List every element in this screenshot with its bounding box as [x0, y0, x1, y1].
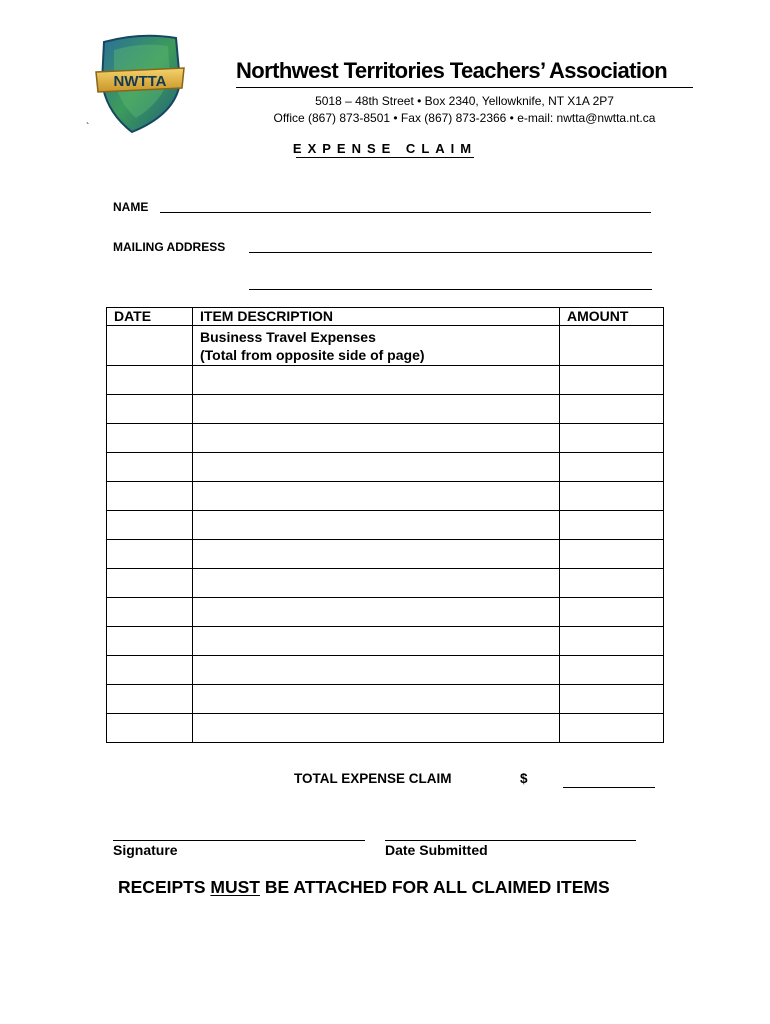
- amount-cell[interactable]: [560, 482, 664, 511]
- date-cell[interactable]: [107, 656, 193, 685]
- date-cell[interactable]: [107, 627, 193, 656]
- date-cell[interactable]: [107, 511, 193, 540]
- date-cell[interactable]: [107, 453, 193, 482]
- amount-cell[interactable]: [560, 714, 664, 743]
- mailing-address-label: MAILING ADDRESS: [113, 240, 226, 254]
- receipts-notice-start: RECEIPTS: [118, 877, 211, 897]
- description-cell[interactable]: [193, 395, 560, 424]
- date-cell[interactable]: [107, 685, 193, 714]
- header-rule: [236, 87, 693, 88]
- description-line: (Total from opposite side of page): [200, 347, 425, 363]
- total-expense-label: TOTAL EXPENSE CLAIM: [294, 771, 452, 786]
- date-submitted-label: Date Submitted: [385, 842, 488, 858]
- amount-cell[interactable]: [560, 540, 664, 569]
- date-cell[interactable]: [107, 714, 193, 743]
- date-cell[interactable]: [107, 366, 193, 395]
- amount-cell[interactable]: [560, 598, 664, 627]
- address-line: 5018 – 48th Street • Box 2340, Yellowknife, NT X1A 2P7: [315, 94, 614, 108]
- description-cell[interactable]: [193, 627, 560, 656]
- table-row: [107, 656, 664, 685]
- description-cell[interactable]: [193, 482, 560, 511]
- description-line: Business Travel Expenses: [200, 329, 376, 345]
- table-row: [107, 395, 664, 424]
- date-cell[interactable]: [107, 424, 193, 453]
- date-submitted-field[interactable]: [385, 840, 636, 841]
- table-row: [107, 685, 664, 714]
- table-header-row: [107, 308, 664, 326]
- amount-cell[interactable]: [560, 685, 664, 714]
- currency-symbol: $: [520, 771, 528, 786]
- receipts-notice: [118, 877, 610, 898]
- description-cell[interactable]: [193, 656, 560, 685]
- amount-cell[interactable]: [560, 424, 664, 453]
- description-cell[interactable]: [193, 685, 560, 714]
- stray-mark: `: [86, 122, 90, 133]
- table-row: [107, 366, 664, 395]
- table-row: [107, 569, 664, 598]
- amount-cell[interactable]: [560, 453, 664, 482]
- document-title: EXPENSE CLAIM: [292, 141, 478, 156]
- logo-text: NWTTA: [113, 73, 167, 90]
- table-row: [107, 482, 664, 511]
- date-cell[interactable]: [107, 540, 193, 569]
- receipts-notice-end: BE ATTACHED FOR ALL CLAIMED ITEMS: [259, 877, 610, 897]
- description-cell[interactable]: [193, 366, 560, 395]
- date-cell[interactable]: [107, 395, 193, 424]
- total-amount-field[interactable]: [563, 787, 655, 788]
- amount-column-header: AMOUNT: [560, 308, 664, 326]
- signature-field[interactable]: [113, 840, 365, 841]
- description-cell[interactable]: [193, 453, 560, 482]
- table-row: [107, 453, 664, 482]
- amount-cell[interactable]: [560, 395, 664, 424]
- description-cell[interactable]: [193, 424, 560, 453]
- amount-cell[interactable]: [560, 627, 664, 656]
- description-cell[interactable]: [193, 598, 560, 627]
- amount-cell[interactable]: [560, 656, 664, 685]
- expense-table: [106, 307, 664, 743]
- description-cell[interactable]: [193, 540, 560, 569]
- description-cell[interactable]: [193, 569, 560, 598]
- description-column-header: ITEM DESCRIPTION: [193, 308, 560, 326]
- description-cell[interactable]: [193, 511, 560, 540]
- table-row: [107, 511, 664, 540]
- mailing-address-field-line2[interactable]: [249, 289, 652, 290]
- date-cell[interactable]: [107, 326, 193, 366]
- description-cell[interactable]: [193, 326, 560, 366]
- title-underline: [296, 157, 474, 158]
- date-cell[interactable]: [107, 598, 193, 627]
- date-cell[interactable]: [107, 569, 193, 598]
- receipts-notice-emphasis: MUST: [210, 877, 260, 897]
- table-row: [107, 714, 664, 743]
- name-label: NAME: [113, 200, 149, 214]
- date-cell[interactable]: [107, 482, 193, 511]
- name-field[interactable]: [160, 212, 651, 213]
- date-column-header: DATE: [107, 308, 193, 326]
- organization-name: Northwest Territories Teachers’ Association: [236, 58, 668, 83]
- mailing-address-field-line1[interactable]: [249, 252, 652, 253]
- table-row: [107, 424, 664, 453]
- table-row: [107, 540, 664, 569]
- table-row: [107, 598, 664, 627]
- amount-cell[interactable]: [560, 511, 664, 540]
- amount-cell[interactable]: [560, 326, 664, 366]
- signature-label: Signature: [113, 842, 178, 858]
- contact-line: Office (867) 873-8501 • Fax (867) 873-2366 • e-mail: nwtta@nwtta.nt.ca: [273, 111, 656, 125]
- description-cell[interactable]: [193, 714, 560, 743]
- table-row: [107, 326, 664, 366]
- amount-cell[interactable]: [560, 569, 664, 598]
- table-row: [107, 627, 664, 656]
- nwtta-logo: [92, 32, 188, 136]
- amount-cell[interactable]: [560, 366, 664, 395]
